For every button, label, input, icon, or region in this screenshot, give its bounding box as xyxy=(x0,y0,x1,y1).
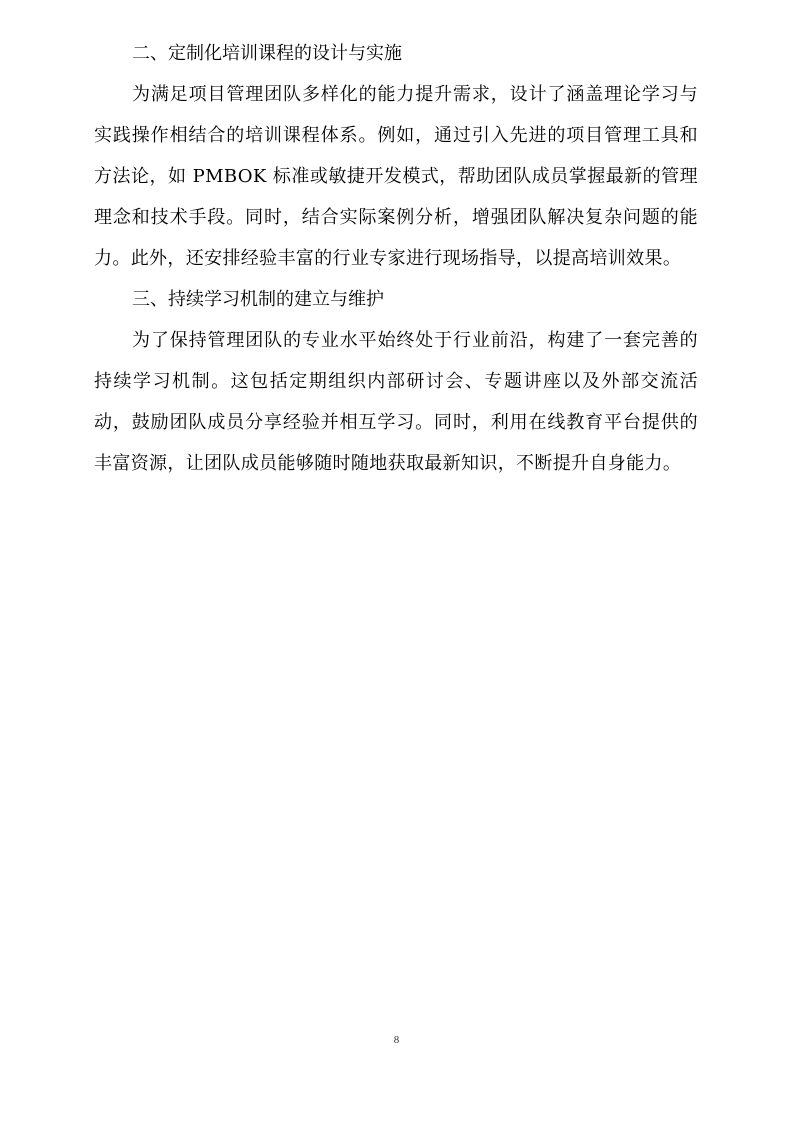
section-paragraph-customized-training: 为满足项目管理团队多样化的能力提升需求，设计了涵盖理论学习与实践操作相结合的培训课程体系。例如，通过引入先进的项目管理工具和方法论，如 PMBOK 标准或敏捷开发模式，帮助团队成员掌握最新的管理理念和技术手段。同时，结合实际案例分析，增强团队解决复杂问题的能力。此外，还安排经验丰富的行业专家进行现场指导，以提高培训效果。 xyxy=(94,84,698,269)
section-heading-customized-training: 二、定制化培训课程的设计与实施 xyxy=(132,43,402,64)
page-number: 8 xyxy=(393,1034,400,1046)
section-heading-continuous-learning: 三、持续学习机制的建立与维护 xyxy=(132,289,384,310)
section-paragraph-continuous-learning: 为了保持管理团队的专业水平始终处于行业前沿，构建了一套完善的持续学习机制。这包括定期组织内部研讨会、专题讲座以及外部交流活动，鼓励团队成员分享经验并相互学习。同时，利用在线教育平台提供的丰富资源，让团队成员能够随时随地获取最新知识，不断提升自身能力。 xyxy=(94,330,698,474)
page-body xyxy=(94,33,698,484)
